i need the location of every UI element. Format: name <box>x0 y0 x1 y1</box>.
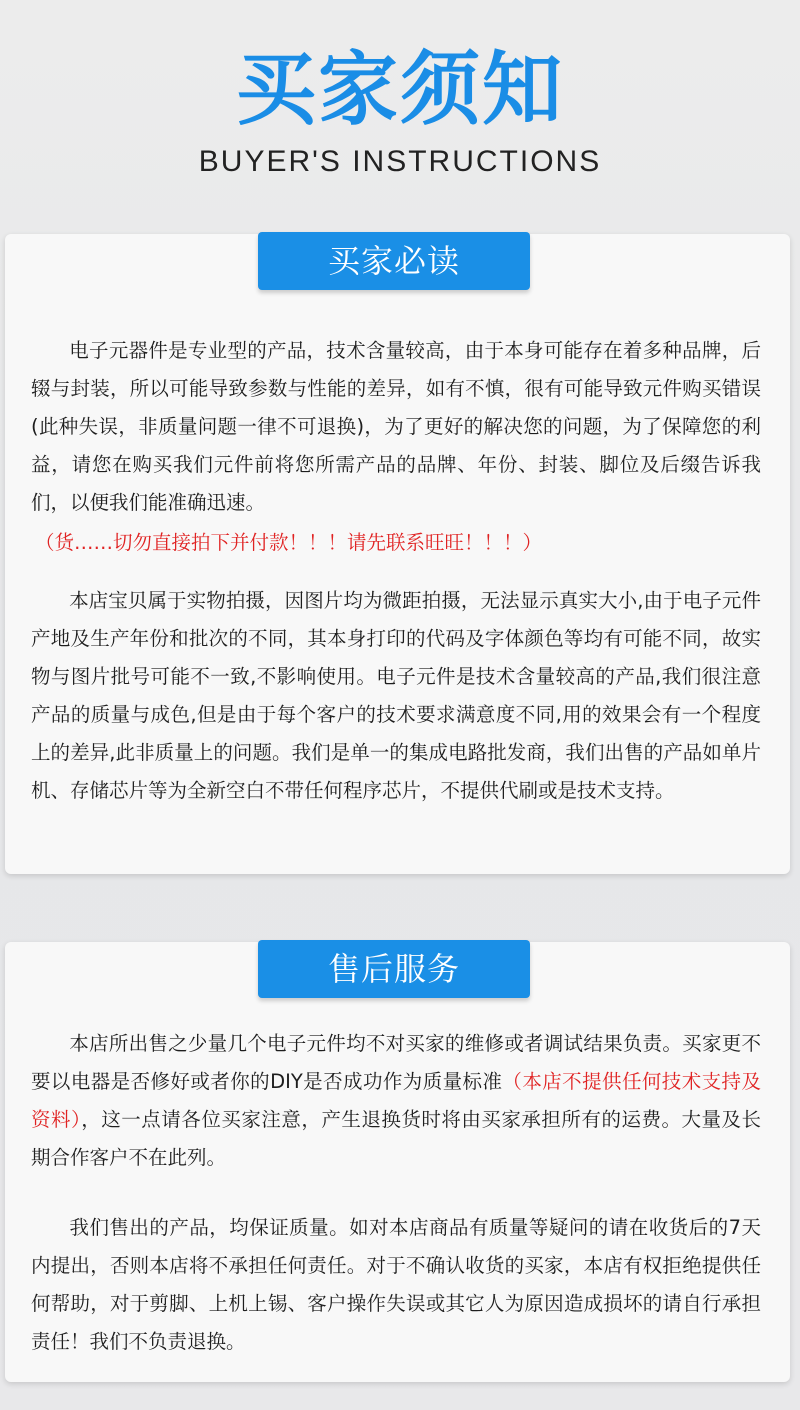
after-sales-paragraph-2 <box>31 1209 761 1361</box>
after-sales-paragraph-1 <box>31 1025 761 1177</box>
intro-text: 电子元器件是专业型的产品，技术含量较高，由于本身可能存在着多种品牌，后辍与封装，所以可能导致参数与性能的差异，如有不慎，很有可能导致元件购买错误(此种失误，非质量问题一律不可退换)，为了更好的解决您的问题，为了保障您的利益，请您在购买我们元件前将您所需产品的品牌、年份、封装、脚位及后缀告诉我们，以便我们能准确迅速。 <box>31 339 761 514</box>
no-tech-support-text: （本店不提供任何技术支持及资料） <box>31 1070 761 1131</box>
intro-paragraph <box>31 332 761 522</box>
after-sales-text-a: 本店所出售之少量几个电子元件均不对买家的维修或者调试结果负责。买家更不要以电器是否修好或者你的DIY是否成功作为质量标准 <box>31 1032 761 1093</box>
after-sales-text-b: ，这一点请各位买家注意，产生退换货时将由买家承担所有的运费。大量及长期合作客户不在此列。 <box>31 1108 761 1169</box>
buyer-must-read-card <box>5 234 790 874</box>
quality-guarantee-text: 我们售出的产品，均保证质量。如对本店商品有质量等疑问的请在收货后的7天内提出，否则本店将不承担任何责任。对于不确认收货的买家，本店有权拒绝提供任何帮助，对于剪脚、上机上锡、客户操作失误或其它人为原因造成损坏的请自行承担责任！我们不负责退换。 <box>31 1216 761 1353</box>
photo-notice-text: 本店宝贝属于实物拍摄，因图片均为微距拍摄，无法显示真实大小,由于电子元件产地及生产年份和批次的不同，其本身打印的代码及字体颜色等均有可能不同，故实物与图片批号可能不一致,不影响使用。电子元件是技术含量较高的产品,我们很注意产品的质量与成色,但是由于每个客户的技术要求满意度不同,用的效果会有一个程度上的差异,此非质量上的问题。我们是单一的集成电路批发商，我们出售的产品如单片机、存储芯片等为全新空白不带任何程序芯片，不提供代刷或是技术支持。 <box>31 589 761 802</box>
page-subtitle: BUYER'S INSTRUCTIONS <box>198 145 602 178</box>
after-sales-card <box>5 942 790 1382</box>
section-heading-must-read: 买家必读 <box>258 232 530 290</box>
warning-text: （货……切勿直接拍下并付款！！！请先联系旺旺！！！） <box>35 531 543 554</box>
page-title: 买家须知 <box>236 43 564 136</box>
photo-notice-paragraph <box>31 582 761 810</box>
section-heading-after-sales: 售后服务 <box>258 940 530 998</box>
